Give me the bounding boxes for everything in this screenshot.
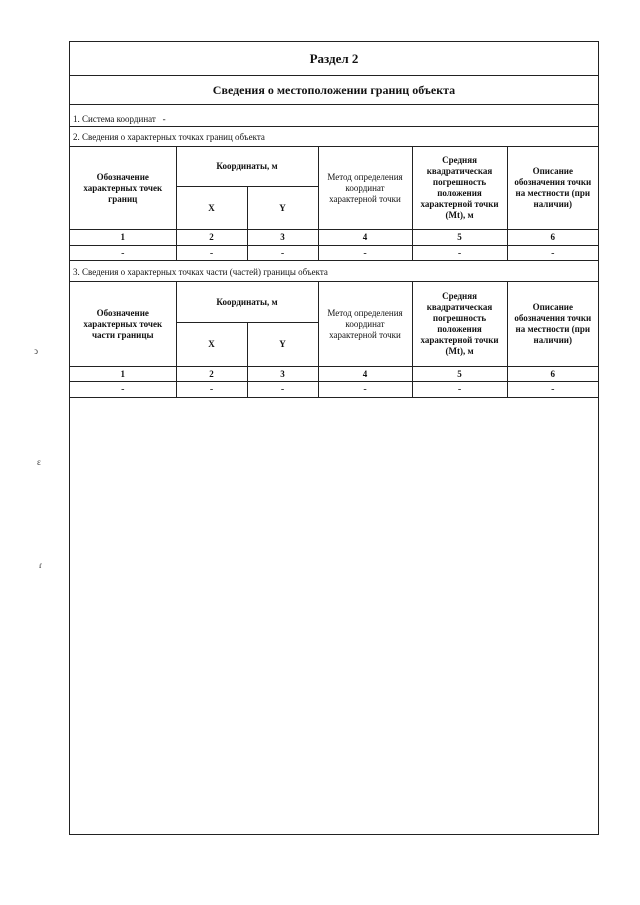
- table2-header-y: Y: [247, 323, 318, 367]
- table-cell: 4: [318, 367, 412, 382]
- table2-header-x: X: [176, 323, 247, 367]
- table1-header-method: Метод определения координат характерной точки: [318, 147, 412, 230]
- table-cell: 2: [176, 230, 247, 246]
- table2-header-method: Метод определения координат характерной точки: [318, 282, 412, 367]
- table-cell: 5: [412, 367, 507, 382]
- table1-caption: 2. Сведения о характерных точках границ объекта: [73, 132, 265, 142]
- table2-header-error: Средняя квадратическая погрешность положения характерной точки (Mt), м: [412, 282, 507, 367]
- table1-header-coords: Координаты, м: [176, 147, 318, 187]
- table2-caption: 3. Сведения о характерных точках части (частей) границы объекта: [73, 267, 328, 277]
- table1-header-y: Y: [247, 187, 318, 230]
- boundary-points-table: [70, 146, 598, 261]
- table2-header-point: Обозначение характерных точек части границы: [70, 282, 176, 367]
- table-row: [70, 246, 598, 261]
- table-row: [70, 382, 598, 398]
- table-cell: 2: [176, 367, 247, 382]
- table1-header-point: Обозначение характерных точек границ: [70, 147, 176, 230]
- table-cell: -: [70, 382, 176, 398]
- section-title: Раздел 2: [309, 51, 359, 66]
- table2-number-row: [70, 367, 598, 382]
- section-subtitle-row: [70, 76, 598, 105]
- boundary-part-points-table: [70, 281, 598, 398]
- table-cell: -: [176, 382, 247, 398]
- table-cell: -: [70, 246, 176, 261]
- table-cell: -: [507, 382, 598, 398]
- coordinate-system-value: -: [162, 114, 166, 124]
- table1-caption-row: [70, 127, 598, 147]
- table2-header-desc: Описание обозначения точки на местности (при наличии): [507, 282, 598, 367]
- table-cell: -: [412, 382, 507, 398]
- table-cell: -: [176, 246, 247, 261]
- table-cell: -: [412, 246, 507, 261]
- scan-mark-2: ɛ: [37, 457, 41, 467]
- table1-number-row: [70, 230, 598, 246]
- table-cell: 4: [318, 230, 412, 246]
- section-title-row: [70, 42, 598, 76]
- table2-caption-row: [70, 264, 598, 281]
- table1-header-desc: Описание обозначения точки на местности (при наличии): [507, 147, 598, 230]
- table1-header-x: X: [176, 187, 247, 230]
- table-cell: -: [247, 382, 318, 398]
- table-cell: -: [318, 246, 412, 261]
- table2-header-coords: Координаты, м: [176, 282, 318, 323]
- coordinate-system-label: 1. Система координат: [73, 114, 156, 124]
- table-cell: -: [507, 246, 598, 261]
- table-cell: 5: [412, 230, 507, 246]
- table-cell: 1: [70, 367, 176, 382]
- table-cell: 6: [507, 367, 598, 382]
- table-cell: 3: [247, 230, 318, 246]
- coordinate-system-row: [70, 112, 598, 127]
- table-cell: -: [318, 382, 412, 398]
- table1-header-error: Средняя квадратическая погрешность положения характерной точки (Mt), м: [412, 147, 507, 230]
- table-cell: -: [247, 246, 318, 261]
- scan-mark-1: ↄ: [34, 346, 38, 356]
- table-cell: 6: [507, 230, 598, 246]
- scan-mark-3: ɾ: [39, 560, 42, 570]
- document-frame: [69, 41, 599, 835]
- section-subtitle: Сведения о местоположении границ объекта: [212, 83, 456, 97]
- table-cell: 1: [70, 230, 176, 246]
- table-cell: 3: [247, 367, 318, 382]
